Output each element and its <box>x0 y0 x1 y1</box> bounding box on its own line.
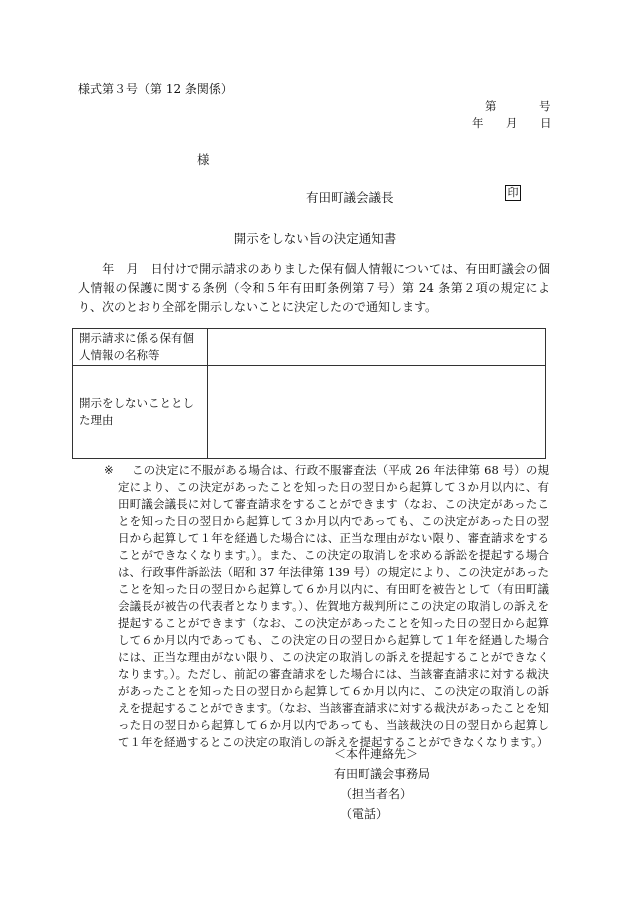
body-text <box>78 260 550 317</box>
table-value-reason <box>208 366 546 459</box>
date-month: 月 <box>506 116 518 130</box>
note-text: この決定に不服がある場合は、行政不服審査法（平成 26 年法律第 68 号）の規定により、この決定があったことを知った日の翌日から起算して３か月以内に、有田町議会議長に対して審査請求をすることができます（なお、この決定があったことを知った日の翌日から起算して３か月以内であっても、この決定があった日の翌日から起算して１年を経過した場合には、正当な理由がない限り、審査請求をすることができなくなります。）。また、この決定の取消しを求める訴訟を提起する場合は、行政事件訴訟法（昭和 37 年法律第 139 号）の規定により、この決定があったことを知った日の翌日から起算して６か月以内に、有田町を被告として（有田町議会議長が被告の代表者となります。）、佐賀地方裁判所にこの決定の取消しの訴えを提起することができます（なお、この決定があったことを知った日の翌日から起算して６か月以内であっても、この決定の日の翌日から起算して１年を経過した場合には、正当な理由がない限り、この決定の取消しの訴えを提起することができなくなります。）。ただし、前記の審査請求をした場合には、当該審査請求に対する裁決があったことを知った日の翌日から起算して６か月以内に、この決定の取消しの訴えを提起することができます。（なお、当該審査請求に対する裁決があったことを知った日の翌日から起算して６か月以内であっても、当該裁決の日の翌日から起算して１年を経過するとこの決定の取消しの訴えを提起することができなくなります。） <box>118 463 549 749</box>
table-value-info-name <box>208 329 546 366</box>
contact-phone: （電話） <box>340 807 389 821</box>
doc-number-suffix: 号 <box>539 99 551 113</box>
seal-icon: 印 <box>505 185 521 201</box>
body-paragraph: 年 月 日付けで開示請求のありました保有個人情報については、有田町議会の個人情報の保護に関する条例（令和５年有田町条例第７号）第 24 条第２項の規定により、次のとおり全部を開示しないことに決定したので通知します。 <box>78 262 550 314</box>
contact-block <box>334 744 430 824</box>
contact-person: （担当者名） <box>340 787 413 801</box>
contact-heading: ＜本件連絡先＞ <box>334 747 419 761</box>
table-label-reason: 開示をしないこととした理由 <box>73 366 208 459</box>
doc-number-prefix: 第 <box>485 99 497 113</box>
sender-name: 有田町議会議長 <box>306 190 394 205</box>
info-table <box>72 328 546 459</box>
appeal-note <box>104 462 549 751</box>
note-mark: ※ <box>104 463 114 477</box>
document-title: 開示をしない旨の決定通知書 <box>233 231 397 246</box>
date-day: 日 <box>540 116 552 130</box>
table-row <box>73 366 546 459</box>
table-label-info-name: 開示請求に係る保有個人情報の名称等 <box>73 329 208 366</box>
contact-office: 有田町議会事務局 <box>334 767 431 781</box>
recipient-suffix: 様 <box>197 152 210 167</box>
form-number: 様式第３号（第 12 条関係） <box>78 82 233 96</box>
table-row <box>73 329 546 366</box>
date-year: 年 <box>472 116 484 130</box>
